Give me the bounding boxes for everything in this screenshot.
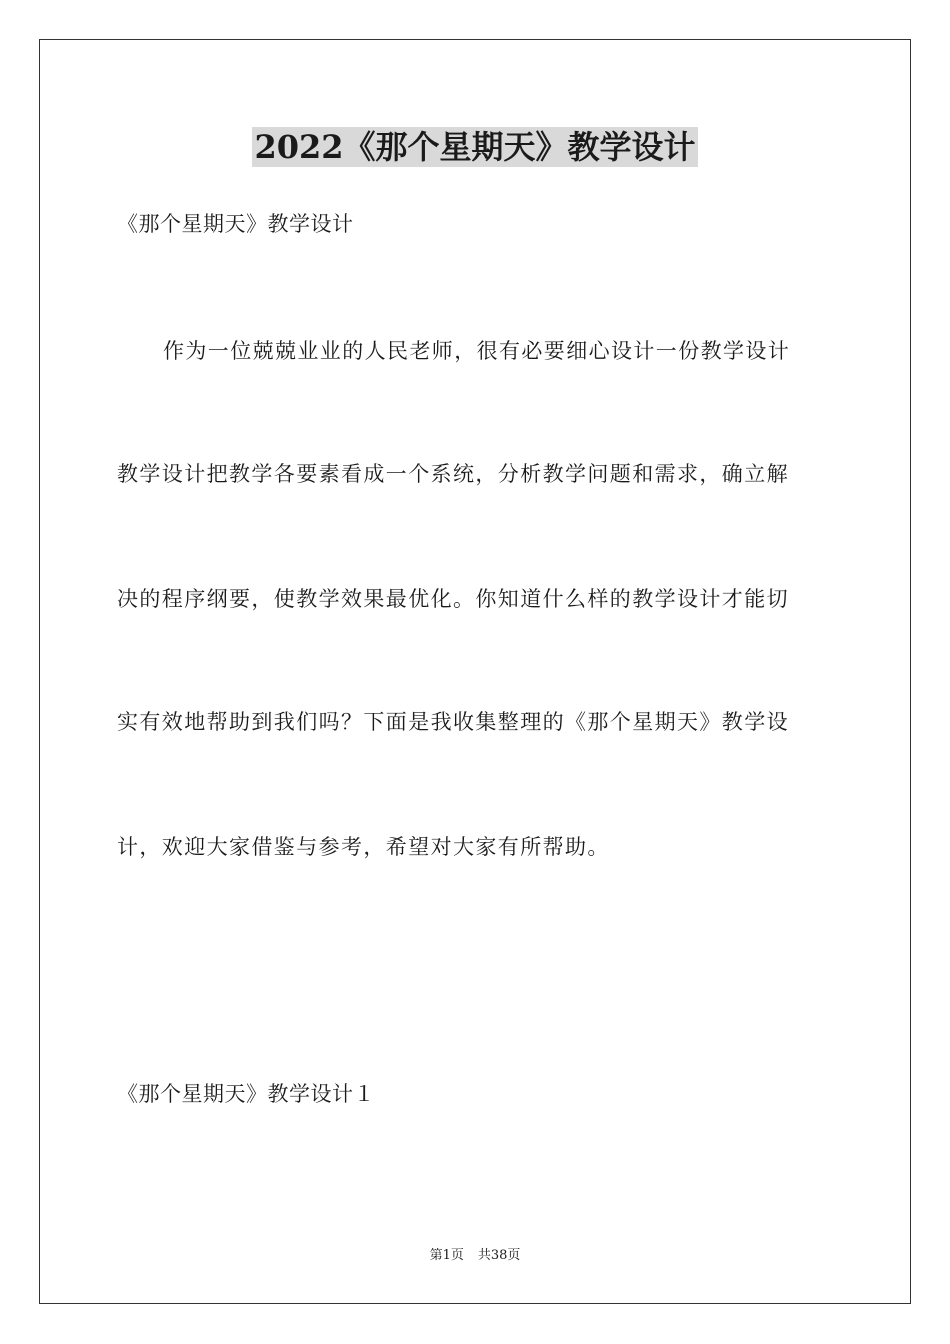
page-number-current: 第1页 bbox=[429, 1248, 464, 1263]
intro-line-4: 实有效地帮助到我们吗？下面是我收集整理的《那个星期天》教学设 bbox=[117, 710, 789, 734]
document-subtitle: 《那个星期天》教学设计 bbox=[117, 212, 354, 236]
title-container bbox=[0, 127, 950, 167]
intro-line-1: 作为一位兢兢业业的人民老师，很有必要细心设计一份教学设计 bbox=[163, 339, 791, 363]
page-number-total: 共38页 bbox=[477, 1248, 521, 1263]
intro-line-5: 计，欢迎大家借鉴与参考，希望对大家有所帮助。 bbox=[117, 835, 610, 859]
section-heading: 《那个星期天》教学设计１ bbox=[117, 1082, 375, 1106]
intro-line-2: 教学设计把教学各要素看成一个系统，分析教学问题和需求，确立解 bbox=[117, 462, 789, 486]
intro-line-3: 决的程序纲要，使教学效果最优化。你知道什么样的教学设计才能切 bbox=[117, 587, 789, 611]
page-footer bbox=[0, 1247, 950, 1265]
document-title: 2022《那个星期天》教学设计 bbox=[254, 128, 696, 166]
